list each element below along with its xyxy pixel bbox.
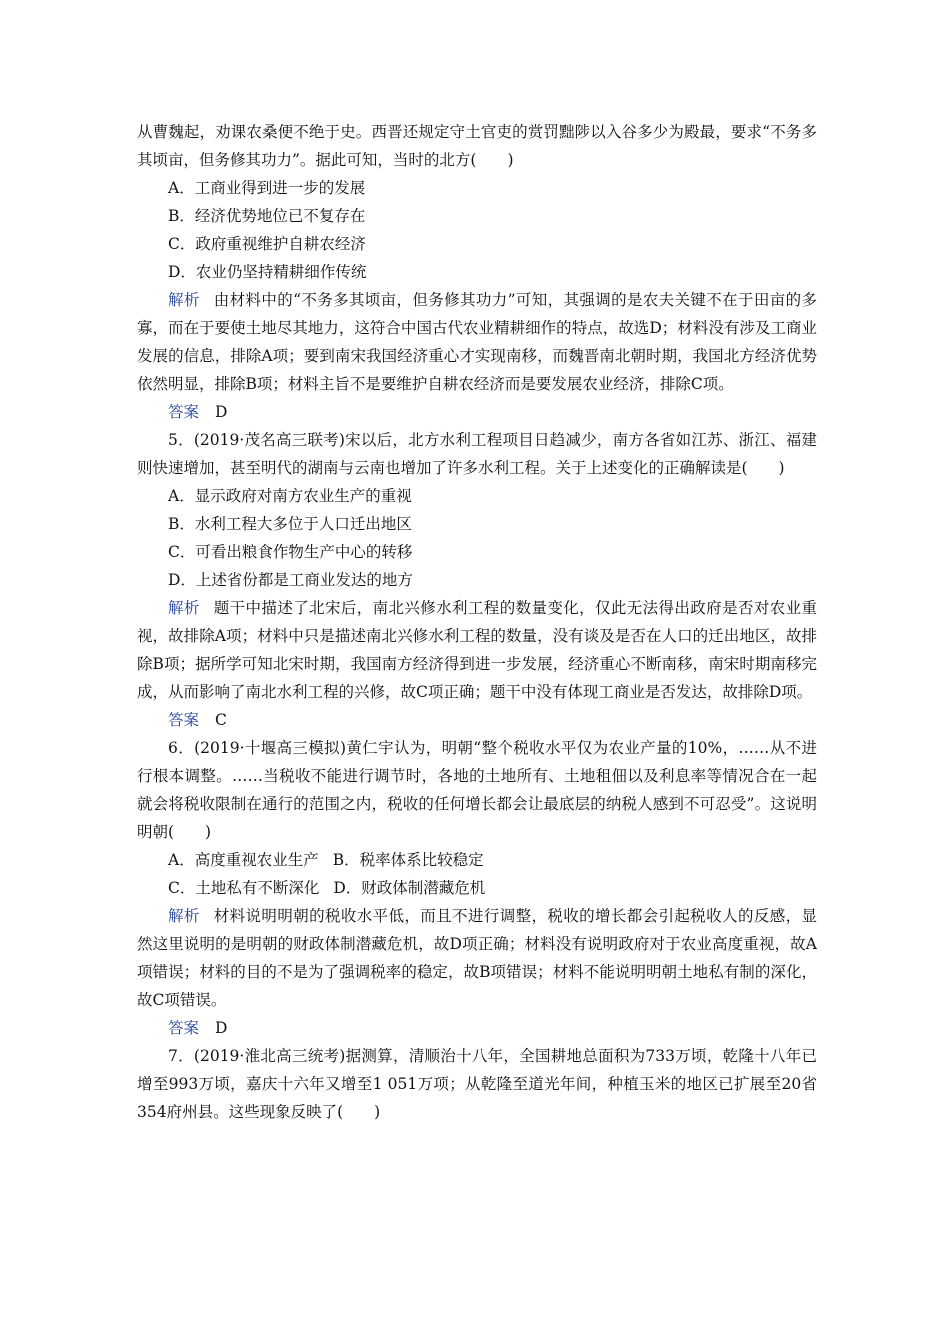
question-5-stem: 5．(2019·茂名高三联考)宋以后，北方水利工程项目日趋减少，南方各省如江苏、浙江、福建则快速增加，甚至明代的湖南与云南也增加了许多水利工程。关于上述变化的正确解读是( ) [137,431,817,477]
answer-value: D [215,403,228,421]
answer-label: 答案 [168,711,200,729]
question-6-option-c: C．土地私有不断深化 [168,879,320,897]
question-5-option-a: A．显示政府对南方农业生产的重视 [168,487,412,505]
question-4-answer [137,398,817,426]
analysis-text: 材料说明明朝的税收水平低，而且不进行调整，税收的增长都会引起税收人的反感，显然这里说明的是明朝的财政体制潜藏危机，故D项正确；材料没有说明政府对于农业高度重视，故A项错误；材料的目的不是为了强调税率的稳定，故B项错误；材料不能说明明朝土地私有制的深化，故C项错误。 [137,907,817,1009]
analysis-label: 解析 [168,907,200,925]
answer-label: 答案 [168,1019,200,1037]
question-5-option-c: C．可看出粮食作物生产中心的转移 [168,543,413,561]
question-5-answer [137,706,817,734]
question-4-option-b: B．经济优势地位已不复存在 [168,207,366,225]
question-5-option-b: B．水利工程大多位于人口迁出地区 [168,515,412,533]
question-6-options-row-1 [137,846,817,874]
question-4-analysis [137,286,817,398]
question-6-option-b: B．税率体系比较稳定 [332,851,484,869]
question-6-answer [137,1014,817,1042]
answer-value: D [215,1019,228,1037]
analysis-text: 题干中描述了北宋后，南北兴修水利工程的数量变化，仅此无法得出政府是否对农业重视，故排除A项；材料中只是描述南北兴修水利工程的数量，没有谈及是否在人口的迁出地区，故排除B项；据所学可知北宋时期，我国南方经济得到进一步发展，经济重心不断南移，南宋时期南移完成，从而影响了南北水利工程的兴修，故C项正确；题干中没有体现工商业是否发达，故排除D项。 [137,599,817,701]
question-4-option-c: C．政府重视维护自耕农经济 [168,235,366,253]
question-5-analysis [137,594,817,706]
question-4-option-d: D．农业仍坚持精耕细作传统 [168,263,367,281]
question-6-options-row-2 [137,874,817,902]
answer-label: 答案 [168,403,200,421]
question-7-stem: 7．(2019·淮北高三统考)据测算，清顺治十八年，全国耕地总面积为733万顷，乾隆十八年已增至993万顷，嘉庆十六年又增至1 051万项；从乾隆至道光年间，种植玉米的地区已扩展至20省354府州县。这些现象反映了( ) [137,1047,817,1121]
question-4-stem: 从曹魏起，劝课农桑便不绝于史。西晋还规定守土官吏的赏罚黜陟以入谷多少为殿最，要求“不务多其顷亩，但务修其功力”。据此可知，当时的北方( ) [137,123,817,169]
analysis-label: 解析 [168,599,200,617]
question-6-stem: 6．(2019·十堰高三模拟)黄仁宇认为，明朝“整个税收水平仅为农业产量的10%，……从不进行根本调整。……当税收不能进行调节时，各地的土地所有、土地租佃以及利息率等情况合在一起就会将税收限制在通行的范围之内，税收的任何增长都会让最底层的纳税人感到不可忍受”。这说明明朝( ) [137,739,817,841]
question-5-option-d: D．上述省份都是工商业发达的地方 [168,571,413,589]
question-6-option-a: A．高度重视农业生产 [168,851,319,869]
answer-value: C [215,711,227,729]
document-page [137,118,817,1126]
analysis-text: 由材料中的“不务多其顷亩，但务修其功力”可知，其强调的是农夫关键不在于田亩的多寡，而在于要使土地尽其地力，这符合中国古代农业精耕细作的特点，故选D；材料没有涉及工商业发展的信息，排除A项；要到南宋我国经济重心才实现南移，而魏晋南北朝时期，我国北方经济优势依然明显，排除B项；材料主旨不是要维护自耕农经济而是要发展农业经济，排除C项。 [137,291,817,393]
analysis-label: 解析 [168,291,200,309]
question-4-option-a: A．工商业得到进一步的发展 [168,179,366,197]
question-6-analysis [137,902,817,1014]
question-6-option-d: D．财政体制潜藏危机 [333,879,486,897]
